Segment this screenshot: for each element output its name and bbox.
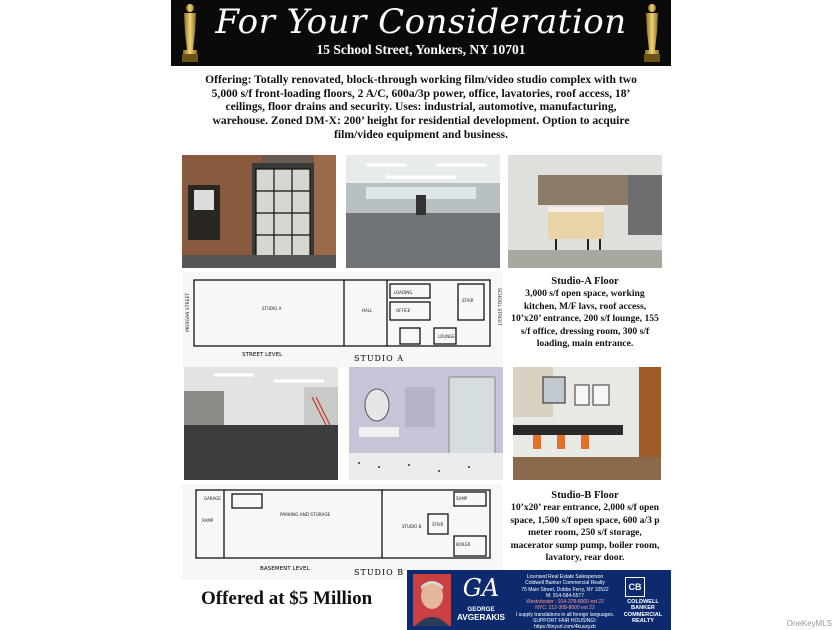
studio-b-interior-photo <box>184 367 338 480</box>
svg-text:HALL: HALL <box>362 308 373 313</box>
studio-a-description <box>509 276 661 350</box>
agent-monogram: GA <box>462 574 500 602</box>
offering-description: Offering: Totally renovated, block-through working film/video studio complex with two 5,000 s/f front-loading floors, 2 A/C, 600a/3p power, office, lavatories, roof access, 18’ ceilings, floor drains and security. Uses: industrial, automotive, manufacturing, warehouse. Zoned DM-X: 200’ height for residential development. Option to acquire film/video equipment and business. <box>205 73 637 141</box>
morgan-street-label: MORGAN STREET <box>186 292 191 332</box>
agent-title: Licensed Real Estate Salesperson <box>526 574 604 580</box>
agent-nyc-phone: NYC: 212-308-8000 ext 22 <box>535 605 595 612</box>
svg-text:STUDIO B: STUDIO B <box>402 524 422 529</box>
brand-line: REALTY <box>632 618 654 625</box>
price-label: Offered at $5 Million <box>201 588 373 609</box>
studio-b-floor-plan <box>182 484 502 580</box>
svg-text:STUDIO A: STUDIO A <box>262 306 282 311</box>
studio-b-text: 10’x20’ rear entrance, 2,000 s/f open space, 1,500 s/f open space, 600 a/3 p meter room, 250 s/f storage, macerator sump pump, boiler room, lavatory, rear door. <box>510 502 660 564</box>
svg-text:BOILER: BOILER <box>456 542 471 547</box>
agent-office-address: 75 Main Street, Dobbs Ferry, NY 10522 <box>521 586 609 593</box>
school-street-label: SCHOOL STREET <box>496 288 501 326</box>
kitchen-photo <box>508 155 662 268</box>
agent-portrait <box>413 574 451 626</box>
brand-line: COMMERCIAL <box>623 611 663 618</box>
agent-first-name: GEORGE <box>467 606 495 613</box>
svg-text:RAMP: RAMP <box>202 518 214 523</box>
coldwell-banker-logo: CB <box>625 577 645 597</box>
svg-text:GARAGE: GARAGE <box>204 496 221 501</box>
agent-contact-info <box>511 574 619 630</box>
studio-b-plan-label: STUDIO B <box>354 568 405 577</box>
studio-a-text: 3,000 s/f open space, working kitchen, M/F lavs, roof access, 10’x20’ entrance, 200 s/f lounge, 155 s/f office, dressing room, 300 s/f loading, main entrance. <box>511 288 659 350</box>
agent-translation-note: I supply translations in all foreign languages. <box>515 611 615 618</box>
studio-b-description <box>509 490 661 564</box>
flyer-header <box>171 0 671 66</box>
basement-level-label: BASEMENT LEVEL <box>260 566 310 572</box>
studio-a-floor-plan <box>182 272 502 368</box>
lounge-photo <box>513 367 661 480</box>
brand-line: BANKER <box>631 605 655 612</box>
svg-text:LOUNGE: LOUNGE <box>438 334 455 339</box>
flyer-title: For Your Consideration <box>215 2 627 42</box>
bathroom-photo <box>349 367 503 480</box>
studio-a-plan-label: STUDIO A <box>354 354 405 363</box>
studio-b-heading: Studio-B Floor <box>551 490 619 501</box>
agent-westchester-phone: Westchester : 914-378-8000 ext 22 <box>525 599 604 606</box>
svg-text:OFFICE: OFFICE <box>396 308 411 313</box>
agent-brokerage: Coldwell Banker Commercial Realty <box>525 580 605 587</box>
studio-a-interior-photo <box>346 155 500 268</box>
studio-a-heading: Studio-A Floor <box>551 276 619 287</box>
exterior-photo <box>182 155 336 268</box>
fair-housing-link[interactable]: SUPPORT FAIR HOUSING!: https://tinyurl.com/4kuuxyzb <box>533 618 597 630</box>
svg-text:STAIR: STAIR <box>462 298 474 303</box>
svg-text:SUMP: SUMP <box>456 496 468 501</box>
agent-card <box>407 570 671 630</box>
svg-text:LOADING: LOADING <box>394 290 413 295</box>
listing-flyer <box>171 0 671 630</box>
property-address: 15 School Street, Yonkers, NY 10701 <box>316 42 526 57</box>
street-level-label: STREET LEVEL <box>242 352 283 358</box>
brand-line: COLDWELL <box>627 599 659 605</box>
agent-last-name: AVGERAKIS <box>456 613 506 622</box>
mls-watermark: OneKeyMLS <box>786 619 832 628</box>
brokerage-brand-text <box>617 599 669 625</box>
agent-mobile: M: 914-584-5577 <box>545 592 585 599</box>
svg-text:STAIR: STAIR <box>432 522 444 527</box>
parking-storage-label: PARKING AND STORAGE <box>280 512 331 517</box>
